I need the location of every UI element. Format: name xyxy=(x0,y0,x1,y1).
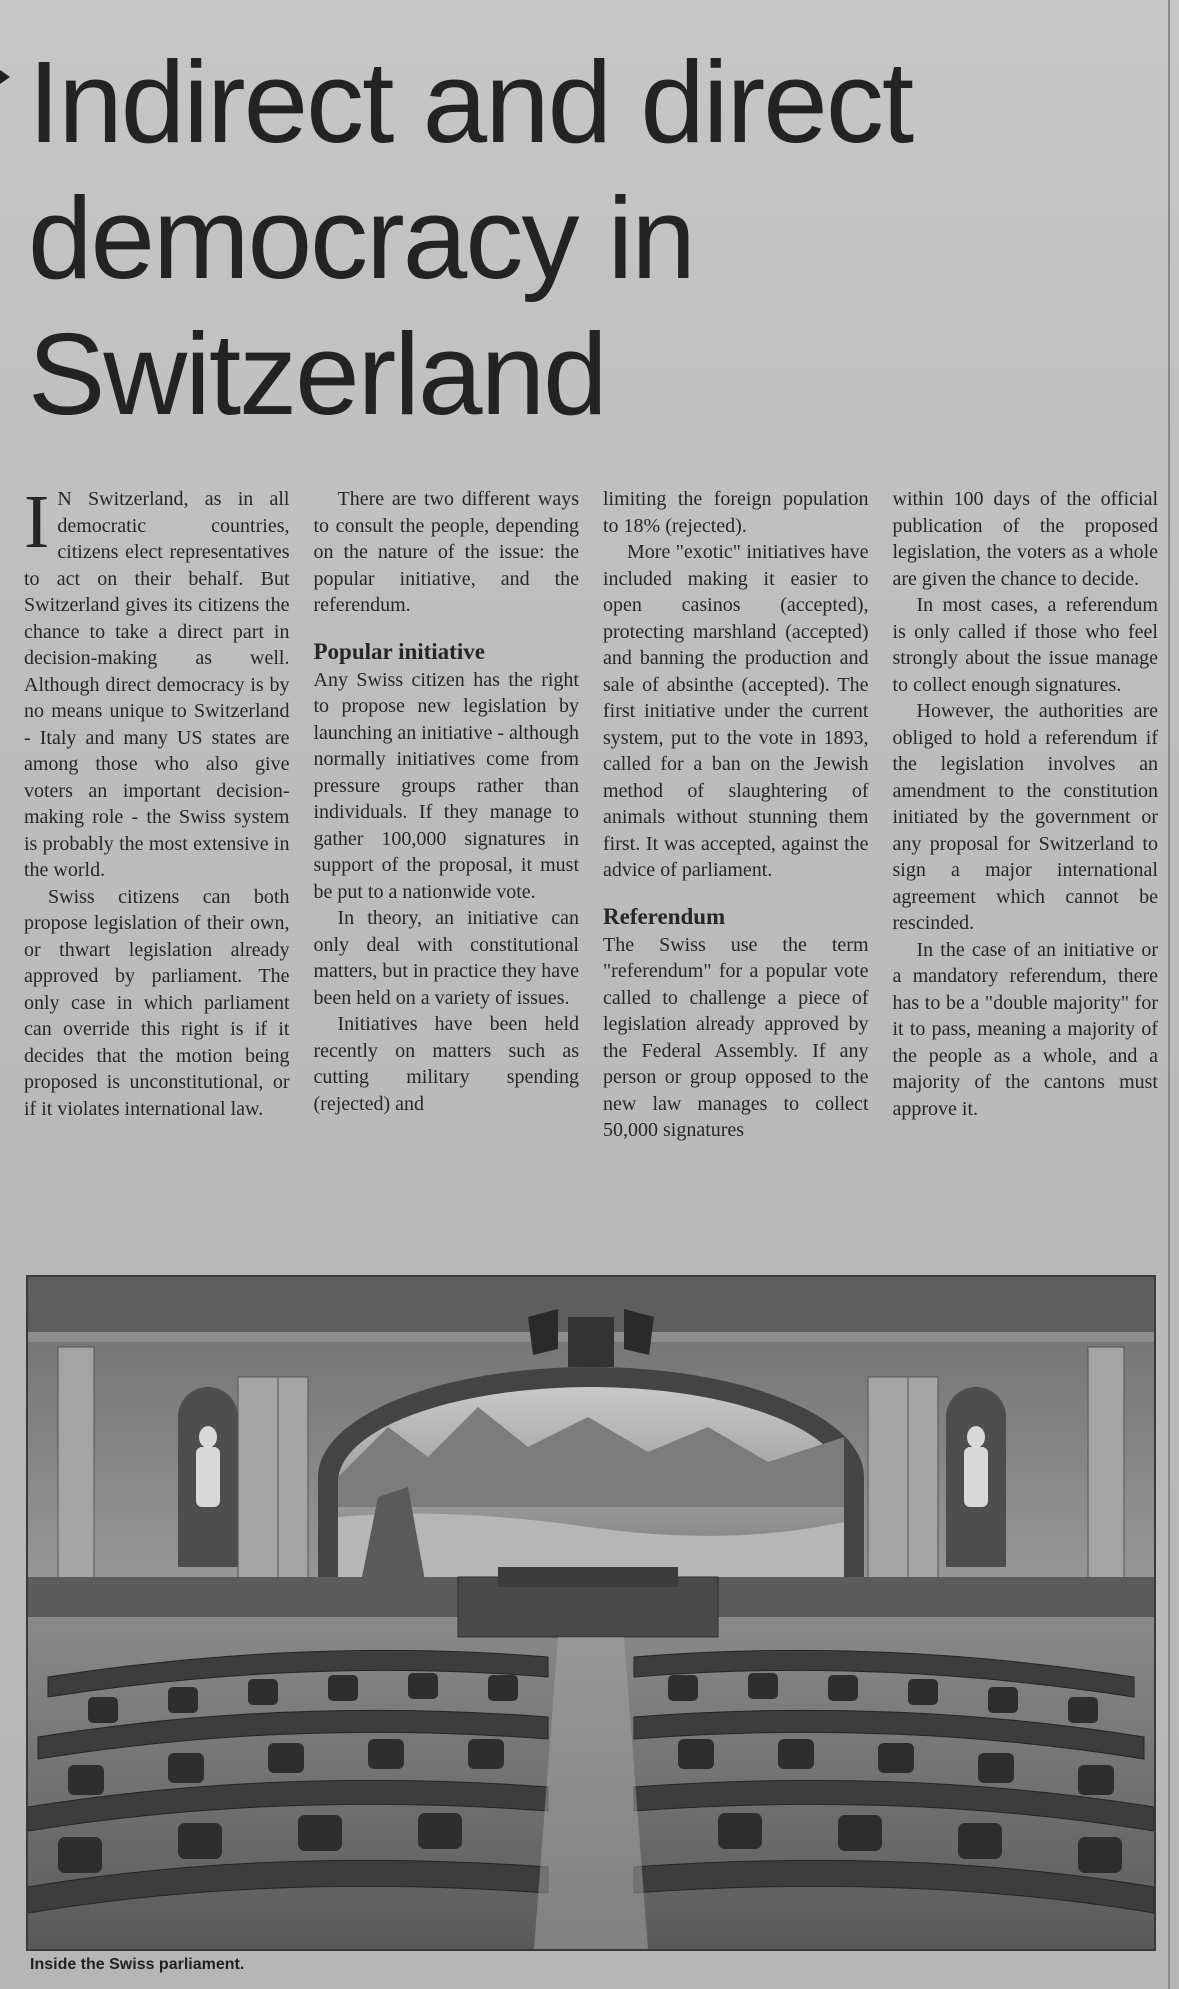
paragraph: Initiatives have been held recently on matters such as cutting military spending (rejected) and xyxy=(313,1013,579,1115)
paragraph: In the case of an initiative or a mandatory referendum, there has to be a "double majority" for it to pass, meaning a majority of the people as a whole, and a majority of the cantons must approve it. xyxy=(892,938,1158,1120)
column-1 xyxy=(24,480,290,1256)
paragraph: limiting the foreign population to 18% (rejected). xyxy=(603,488,869,537)
paragraph: However, the authorities are obliged to hold a referendum if the legislation involves an amendment to the constitution initiated by the government or any proposal for Switzerland to sign a major international agreement which cannot be rescinded. xyxy=(892,700,1158,934)
paragraph: Swiss citizens can both propose legislation of their own, or thwart legislation already approved by parliament. The only case in which parliament can override this right is if it decides that the motion being proposed is unconstitutional, or if it violates international law. xyxy=(24,885,290,1120)
paragraph-text: N Switzerland, as in all democratic countries, citizens elect representatives to act on their behalf. But Switzerland gives its citizens the chance to take a direct part in decision-making as well. Although direct democracy is by no means unique to Switzerland - Italy and many US states are among those who also give voters an important decision-making role - the Swiss system is probably the most extensive in the world. xyxy=(24,488,290,881)
subheading-popular-initiative: Popular initiative xyxy=(313,638,485,664)
paragraph: More "exotic" initiatives have included making it easier to open casinos (accepted), protecting marshland (accepted) and banning the production and sale of absinthe (accepted). The first initiative under the current system, put to the vote in 1893, called for a ban on the Jewish method of slaughtering of animals without stunning them first. It was accepted, against the advice of parliament. xyxy=(603,541,869,881)
paragraph: There are two different ways to consult the people, depending on the nature of the issue: the popular initiative, and the referendum. xyxy=(313,488,579,616)
parliament-chamber-illustration xyxy=(28,1277,1154,1949)
photo-caption: Inside the Swiss parliament. xyxy=(30,1956,245,1973)
paragraph: within 100 days of the official publication of the proposed legislation, the voters as a whole are given the chance to decide. xyxy=(892,488,1158,590)
paragraph: The Swiss use the term "referendum" for a popular vote called to challenge a piece of legislation already approved by the Federal Assembly. If any person or group opposed to the new law manages to collect 50,000 signatures xyxy=(603,933,869,1141)
column-rule xyxy=(1168,0,1170,1989)
paragraph: Any Swiss citizen has the right to propose new legislation by launching an initiative - although normally initiatives come from pressure groups rather than individuals. If they manage to gather 100,000 signatures in support of the proposal, it must be put to a nationwide vote. xyxy=(313,668,579,903)
paragraph: In most cases, a referendum is only called if those who feel strongly about the issue manage to collect enough signatures. xyxy=(892,594,1158,696)
article-body xyxy=(24,480,1158,1256)
column-2 xyxy=(314,486,580,1256)
column-3 xyxy=(603,486,869,1256)
paragraph: In theory, an initiative can only deal with constitutional matters, but in practice they have been held on a variety of issues. xyxy=(313,907,579,1009)
headline: Indirect and direct democracy in Switzerland xyxy=(28,37,913,439)
paragraph xyxy=(24,480,290,884)
drop-cap: I xyxy=(24,480,50,564)
parliament-photo xyxy=(26,1275,1156,1951)
column-4 xyxy=(893,486,1159,1256)
margin-mark xyxy=(0,70,10,84)
subheading-referendum: Referendum xyxy=(603,903,726,929)
